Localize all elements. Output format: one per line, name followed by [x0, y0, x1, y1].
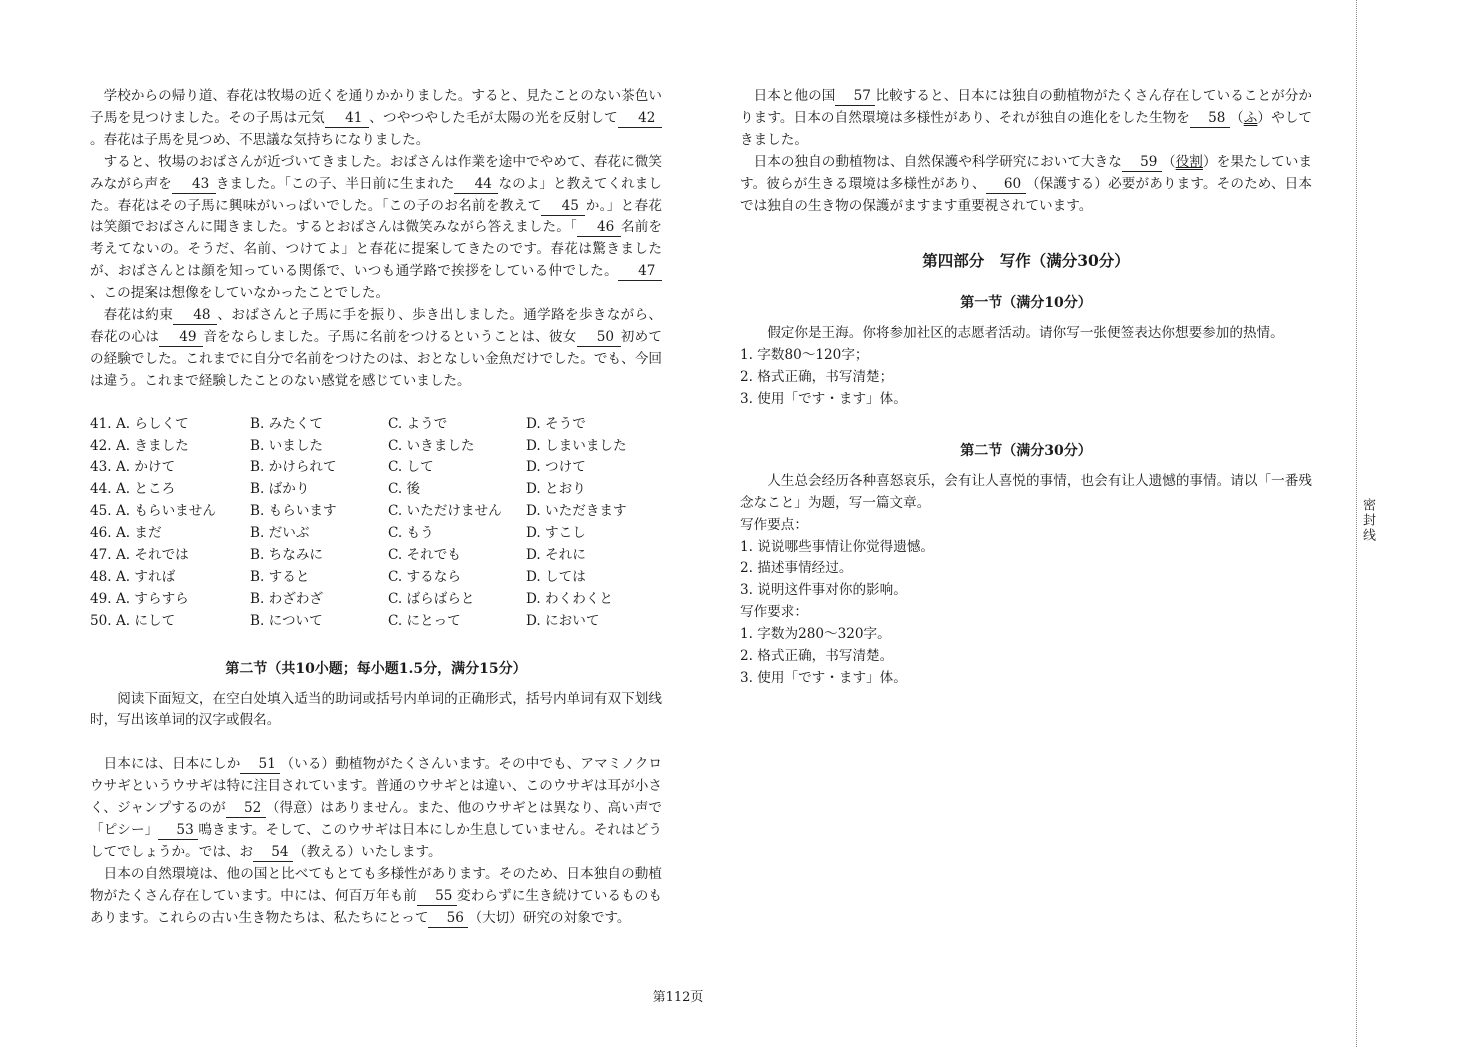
seal-dotted-line	[1356, 0, 1357, 1047]
reading-passage-1	[90, 86, 662, 393]
option-row-50: 50. A. にして B. について C. にとって D. において	[90, 612, 600, 629]
writing-points-label: 写作要点：	[740, 516, 808, 533]
answer-options	[90, 414, 662, 633]
passage1-paragraph: 春花は約束 48 、おばさんと子馬に手を振り、歩き出しました。通学路を歩きながら、春花の心は 49 音をならしました。子馬に名前をつけるということは、彼女 50 初めての経験でした。これまでに自分で名前をつけたのは、おとなしい金魚だけでした。でも、今回は違う。これまで経験したことのない感覚を感じていました。	[90, 307, 663, 389]
blank-44: 44	[454, 176, 498, 194]
requirement-item: 1. 字数为280～320字。	[740, 626, 891, 643]
blank-60: 60	[986, 176, 1026, 194]
passage1-paragraph: すると、牧場のおばさんが近づいてきました。おばさんは作業を途中でやめて、春花に微笑みながら声を 43 きました。「この子、半日前に生まれた 44 なのよ」と教えてくれました。春花はその子馬に興味がいっぱいでした。「この子のお名前を教えて 45 か。」と春花は笑顔でおばさんに聞きました。するとおばさんは微笑みながら答えました。「 46 名前を考えてないの。そうだ、名前、つけてよ」と春花に提案してきたのです。春花は驚きましたが、おばさんとは顔を知っている関係で、いつも通学路で挨拶をしている仲でした。 47、この提案は想像をしていなかったことでした。	[90, 153, 663, 302]
right-column	[740, 86, 1312, 690]
passage2-paragraph: 日本の自然環境は、他の国と比べてもとても多様性があります。そのため、日本独自の動植物がたくさん存在しています。中には、何百万年も前 55 変わらずに生き続けているものもあります。これらの古い生き物たちは、私たちにとって 56 （大切）研究の対象です。	[90, 865, 662, 926]
blank-47: 47	[618, 263, 662, 281]
blank-53: 53	[158, 822, 198, 840]
section-2-title: 第二节（共10小题；每小题1.5分，满分15分）	[225, 660, 527, 677]
option-row-45: 45. A. もらいません B. もらいます C. いただけません D. いただきます	[90, 503, 627, 520]
blank-43: 43	[172, 176, 216, 194]
option-row-49: 49. A. すらすら B. わざわざ C. ばらばらと D. わくわくと	[90, 590, 614, 607]
blank-57: 57	[835, 88, 875, 106]
section-1-prompt: 假定你是王海。你将参加社区的志愿者活动。请你写一张便签表达你想要参加的热情。	[767, 325, 1284, 342]
blank-48: 48	[173, 307, 217, 325]
option-row-43: 43. A. かけて B. かけられて C. して D. つけて	[90, 459, 586, 476]
writing-requirements-label: 写作要求：	[740, 604, 808, 621]
option-row-46: 46. A. まだ B. だいぶ C. もう D. すこし	[90, 525, 586, 542]
option-row-47: 47. A. それでは B. ちなみに C. それでも D. それに	[90, 547, 586, 564]
writing-point-item: 3. 说明这件事对你的影响。	[740, 582, 907, 599]
section-2-instruction: 阅读下面短文，在空白处填入适当的助词或括号内单词的正确形式，括号内单词有双下划线时，写出该单词的汉字或假名。	[90, 690, 662, 729]
passage2-paragraph: 日本には、日本にしか 51 （いる）動植物がたくさんいます。その中でも、アマミノクロウサギというウサギは特に注目されています。普通のウサギとは違い、このウサギは耳が小さく、ジャンプするのが 52 （得意）はありません。また、他のウサギとは異なり、高い声で「ピシー」 53 鳴きます。そして、このウサギは日本にしか生息していません。それはどうしてでしょうか。では、お 54 （教える）いたします。	[90, 756, 662, 860]
left-column	[90, 86, 662, 930]
part-4-section-1-title: 第一节（满分10分）	[960, 295, 1092, 312]
blank-59: 59	[1122, 154, 1162, 172]
requirement-item: 2. 格式正确，书写清楚。	[740, 648, 894, 665]
blank-42: 42	[618, 110, 662, 128]
seal-line-label: 密封线	[1360, 498, 1375, 543]
part-4-title: 第四部分 写作（满分30分）	[922, 251, 1130, 271]
writing-point-item: 1. 说说哪些事情让你觉得遗憾。	[740, 538, 935, 555]
blank-51: 51	[240, 756, 280, 774]
blank-49: 49	[159, 329, 203, 347]
page-number: 第112页	[652, 990, 704, 1005]
requirement-item: 3. 使用「です・ます」体。	[740, 390, 907, 407]
option-row-42: 42. A. きました B. いました C. いきました D. しまいました	[90, 437, 627, 454]
requirement-item: 2. 格式正确，书写清楚；	[740, 369, 894, 386]
passage2-paragraph: 日本の独自の動植物は、自然保護や科学研究において大きな 59 （役割）を果たしています。彼らが生きる環境は多様性があり、 60 （保護する）必要があります。そのため、日本では独自の生き物の保護がますます重要視されています。	[740, 153, 1313, 214]
blank-55: 55	[417, 888, 457, 906]
passage1-paragraph: 学校からの帰り道、春花は牧場の近くを通りかかりました。すると、見たことのない茶色い子馬を見つけました。その子馬は元気 41 、つやつやした毛が太陽の光を反射して 42。春花は子馬を見つめ、不思議な気持ちになりました。	[90, 88, 662, 148]
option-row-48: 48. A. すれば B. すると C. するなら D. しては	[90, 568, 586, 585]
writing-point-item: 2. 描述事情经过。	[740, 560, 853, 577]
double-underlined-word: ふ	[1243, 109, 1258, 126]
blank-41: 41	[325, 110, 369, 128]
blank-45: 45	[541, 198, 585, 216]
part-4-section-2-title: 第二节（满分30分）	[960, 442, 1092, 459]
blank-58: 58	[1190, 110, 1230, 128]
section-2-prompt: 人生总会经历各种喜怒哀乐，会有让人喜悦的事情，也会有让人遗憾的事情。请以「一番残念なこと」为题，写一篇文章。	[740, 472, 1312, 511]
blank-46: 46	[577, 219, 621, 237]
requirement-item: 3. 使用「です・ます」体。	[740, 669, 907, 686]
blank-50: 50	[577, 329, 621, 347]
option-row-41: 41. A. らしくて B. みたくて C. ようで D. そうで	[90, 415, 586, 432]
passage2-paragraph: 日本と他の国 57 比較すると、日本には独自の動植物がたくさん存在していることが分かります。日本の自然環境は多様性があり、それが独自の進化をした生物を 58 （ふ）やしてきました。	[740, 88, 1313, 148]
double-underlined-word: 役割	[1175, 153, 1203, 170]
blank-52: 52	[226, 800, 266, 818]
blank-56: 56	[428, 910, 468, 928]
requirement-item: 1. 字数80～120字；	[740, 347, 869, 364]
blank-54: 54	[253, 844, 293, 862]
reading-passage-2	[90, 754, 662, 929]
option-row-44: 44. A. ところ B. ばかり C. 後 D. とおり	[90, 481, 586, 498]
